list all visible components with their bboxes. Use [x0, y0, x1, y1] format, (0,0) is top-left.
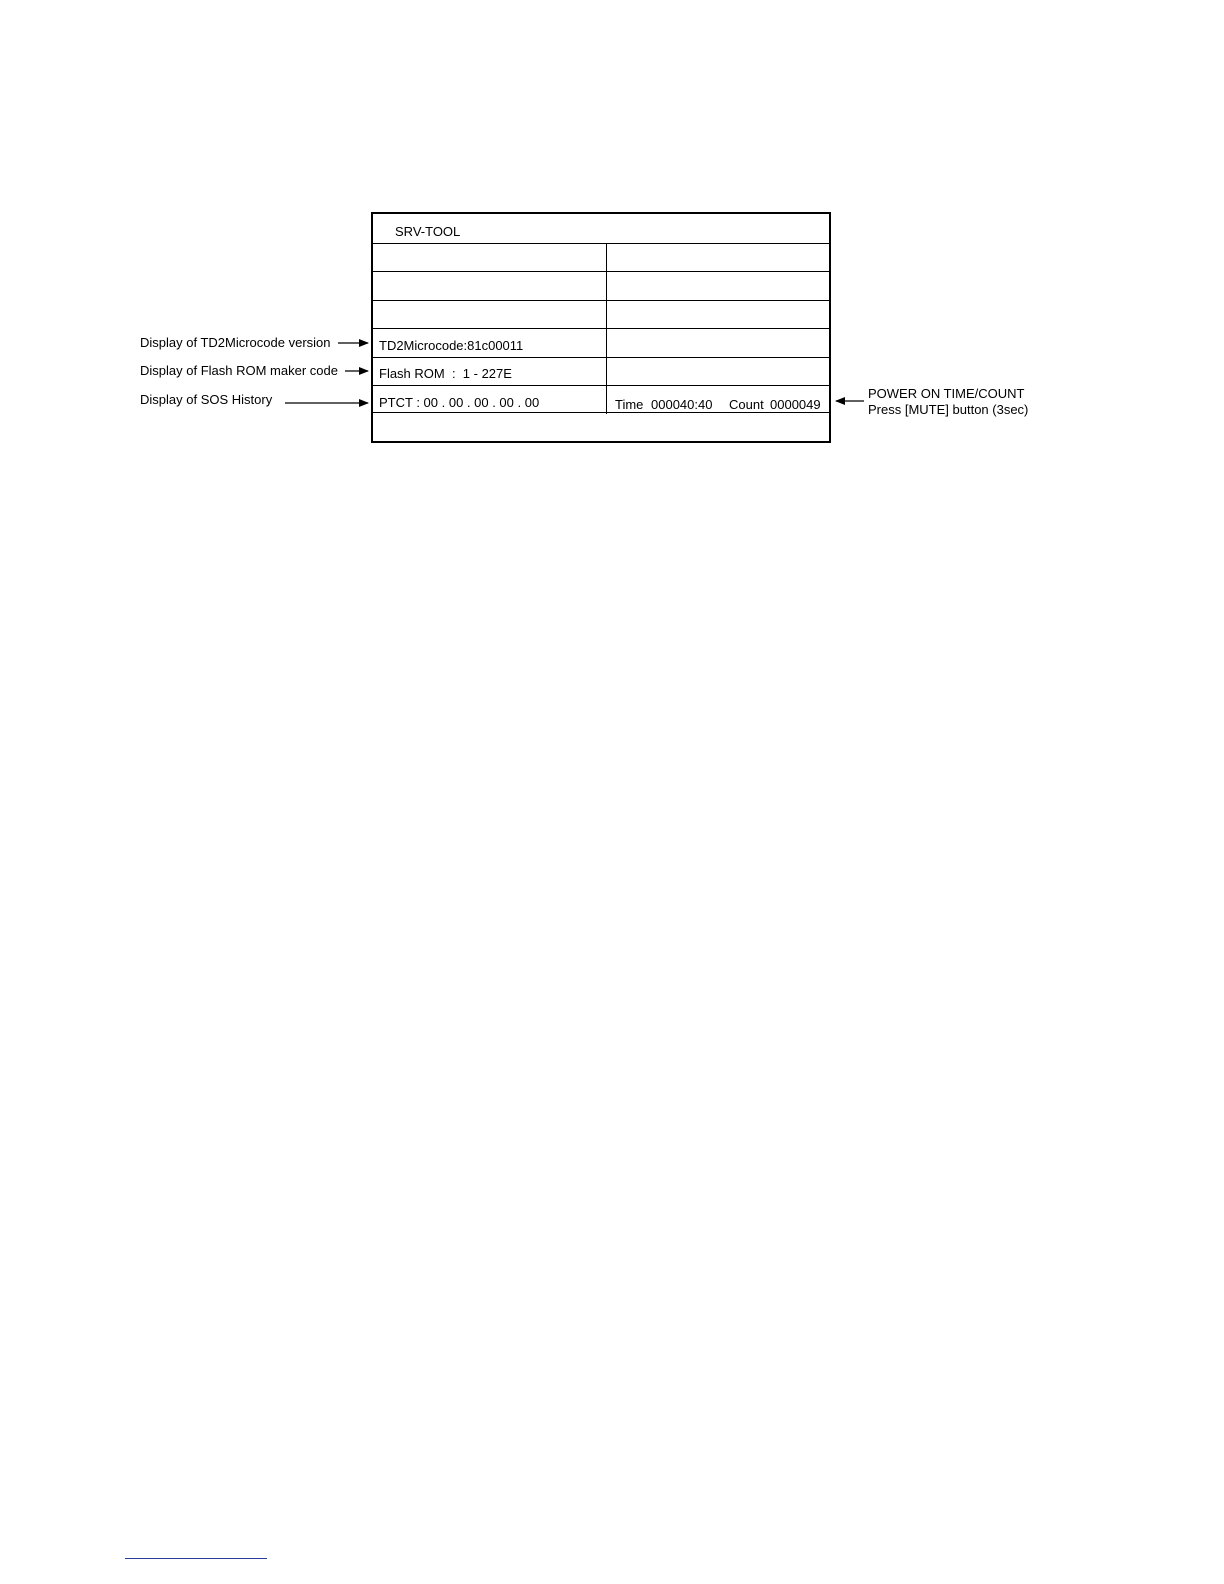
flash-rom-value: Flash ROM : 1 - 227E	[379, 366, 512, 381]
row-divider	[373, 385, 829, 386]
count-label: Count	[729, 397, 764, 412]
row-divider	[373, 300, 829, 301]
column-divider	[606, 243, 607, 414]
count-value: 0000049	[770, 397, 821, 412]
time-value: 000040:40	[651, 397, 713, 412]
row-divider	[373, 271, 829, 272]
ptct-value: PTCT : 00 . 00 . 00 . 00 . 00	[379, 395, 540, 410]
srv-tool-screen	[371, 212, 831, 443]
annotation-sos-history: Display of SOS History	[140, 392, 273, 407]
time-label: Time	[615, 397, 644, 412]
annotation-power-on-instruction: Press [MUTE] button (3sec)	[868, 402, 1029, 417]
row-divider	[373, 357, 829, 358]
row-divider	[373, 328, 829, 329]
annotation-flash-rom: Display of Flash ROM maker code	[140, 363, 338, 378]
annotation-power-on-title: POWER ON TIME/COUNT	[868, 386, 1025, 401]
row-divider	[373, 243, 829, 244]
microcode-version-value: TD2Microcode:81c00011	[379, 338, 524, 353]
footer-rule	[125, 1558, 267, 1559]
annotation-microcode: Display of TD2Microcode version	[140, 335, 331, 350]
srv-tool-title: SRV-TOOL	[395, 224, 461, 239]
